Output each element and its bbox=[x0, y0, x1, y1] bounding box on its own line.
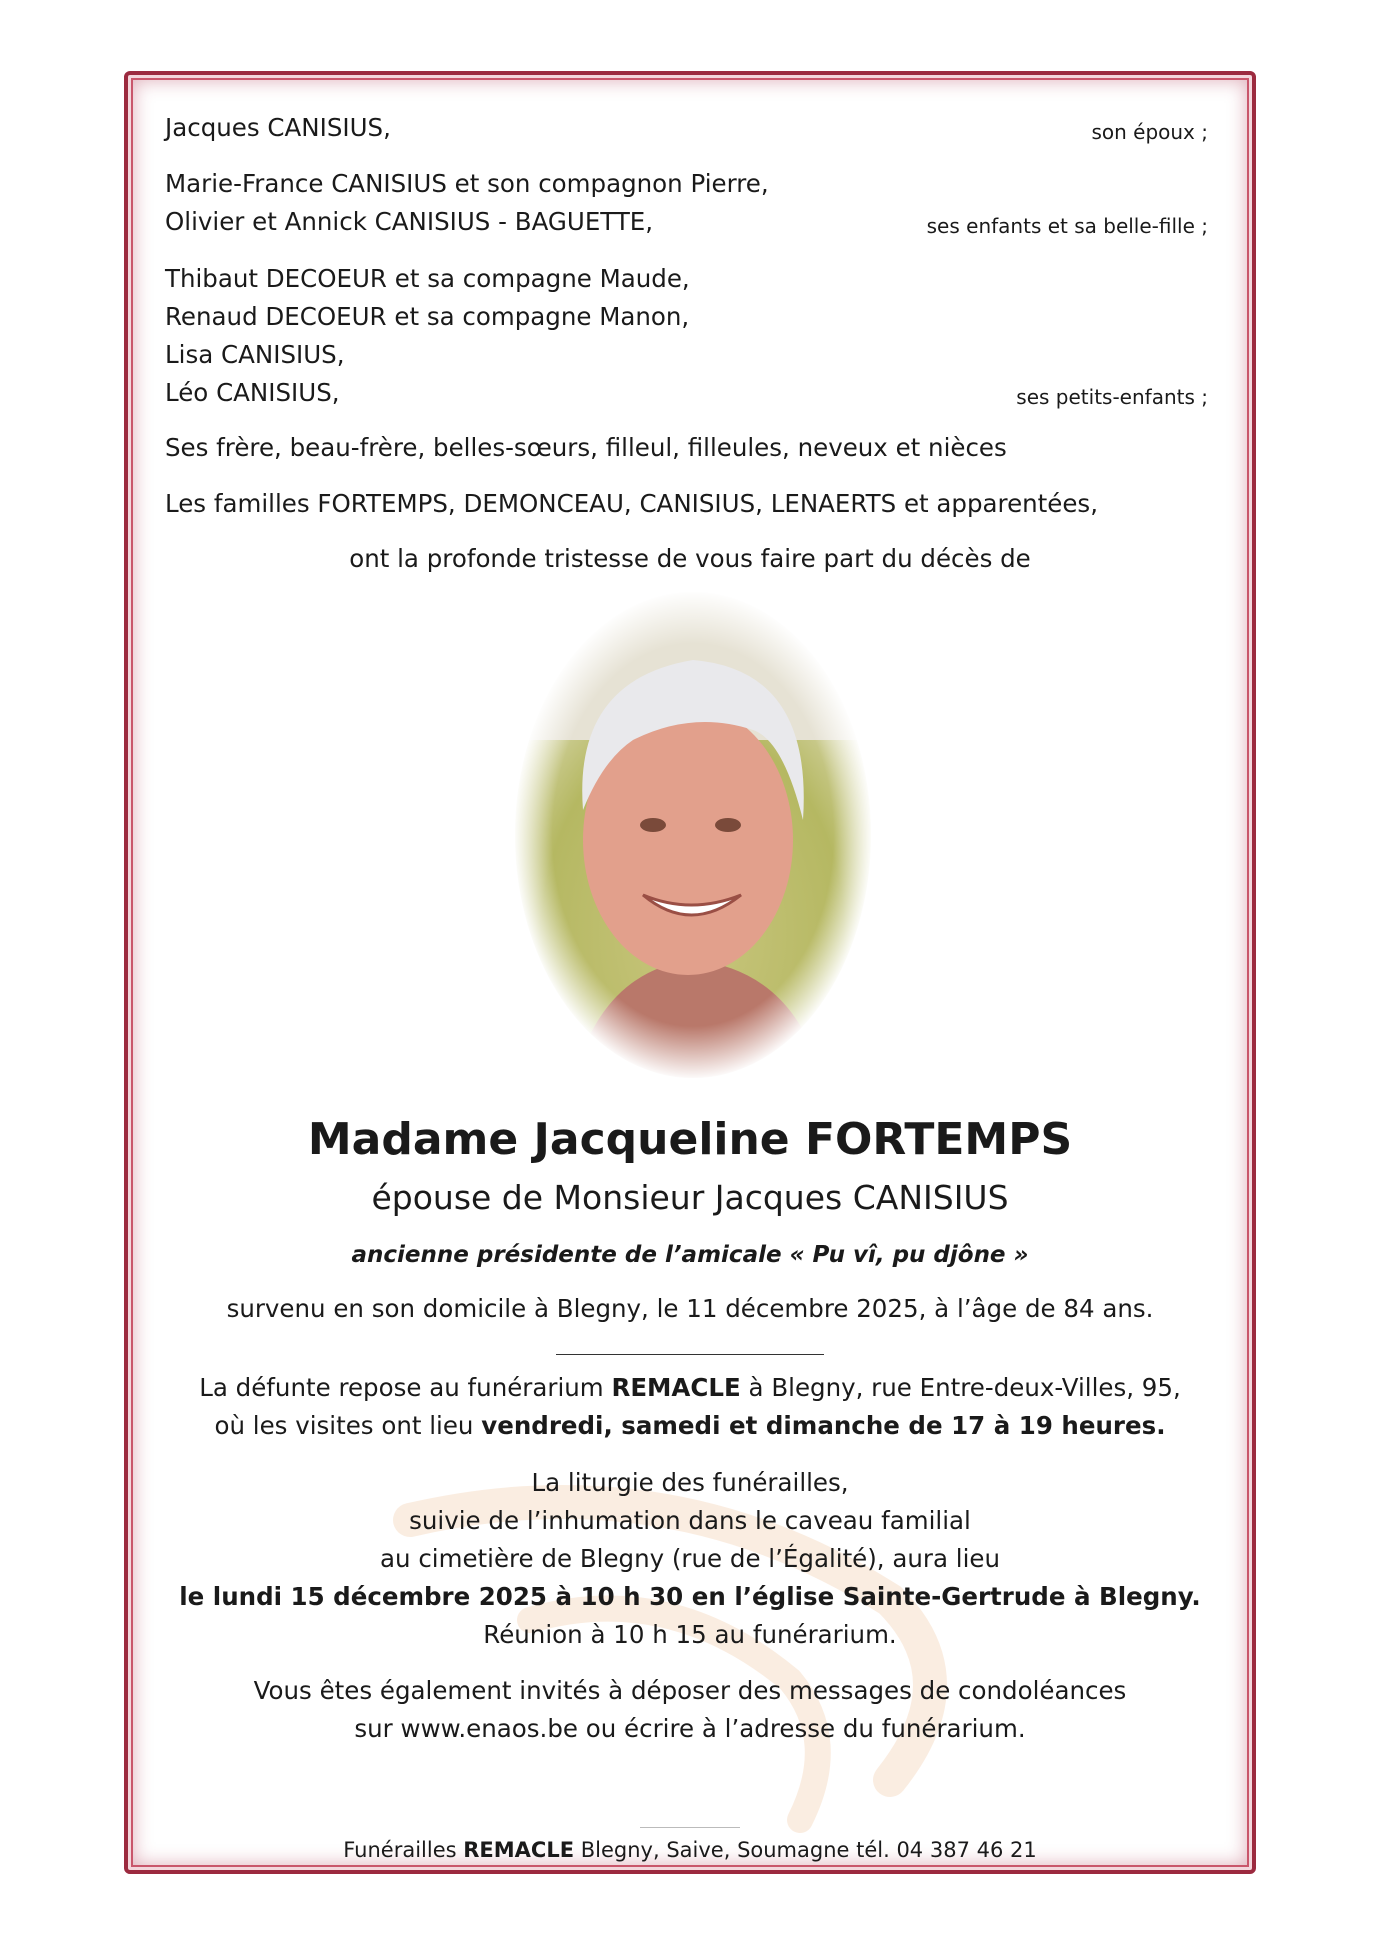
deceased-spouse-line: épouse de Monsieur Jacques CANISIUS bbox=[371, 1178, 1009, 1217]
portrait-photo bbox=[513, 590, 873, 1080]
announcement-line: ont la profonde tristesse de vous faire part du décès de bbox=[349, 544, 1031, 573]
spouse-name: Jacques CANISIUS, bbox=[165, 113, 391, 142]
liturgy-line-1: La liturgie des funérailles, bbox=[531, 1468, 849, 1497]
footer-separator bbox=[640, 1827, 740, 1828]
grandchild-line-3: Lisa CANISIUS, bbox=[165, 340, 345, 369]
death-line: survenu en son domicile à Blegny, le 11 décembre 2025, à l’âge de 84 ans. bbox=[226, 1294, 1154, 1323]
child-line-2: Olivier et Annick CANISIUS - BAGUETTE, bbox=[165, 207, 654, 236]
visitation-line-2: où les visites ont lieu vendredi, samedi et dimanche de 17 à 19 heures. bbox=[214, 1411, 1166, 1440]
siblings-line: Ses frère, beau-frère, belles-sœurs, filleul, filleules, neveux et nièces bbox=[165, 433, 1007, 462]
separator-line bbox=[556, 1354, 824, 1355]
grandchild-line-2: Renaud DECOEUR et sa compagne Manon, bbox=[165, 302, 690, 331]
families-line: Les familles FORTEMPS, DEMONCEAU, CANISIUS, LENAERTS et apparentées, bbox=[165, 489, 1098, 518]
grandchild-line-1: Thibaut DECOEUR et sa compagne Maude, bbox=[165, 264, 690, 293]
liturgy-line-5: Réunion à 10 h 15 au funérarium. bbox=[483, 1620, 897, 1649]
liturgy-line-2: suivie de l’inhumation dans le caveau familial bbox=[409, 1506, 971, 1535]
visitation-line-1: La défunte repose au funérarium REMACLE à Blegny, rue Entre-deux-Villes, 95, bbox=[199, 1373, 1181, 1402]
child-line-1: Marie-France CANISIUS et son compagnon Pierre, bbox=[165, 169, 769, 198]
grandchild-line-4: Léo CANISIUS, bbox=[165, 378, 340, 407]
liturgy-line-4: le lundi 15 décembre 2025 à 10 h 30 en l’église Sainte-Gertrude à Blegny. bbox=[179, 1582, 1201, 1611]
condolences-line-1: Vous êtes également invités à déposer des messages de condoléances bbox=[253, 1676, 1127, 1705]
deceased-title: ancienne présidente de l’amicale « Pu vî, pu djône » bbox=[351, 1242, 1029, 1268]
liturgy-line-3: au cimetière de Blegny (rue de l’Égalité), aura lieu bbox=[379, 1544, 1001, 1573]
children-role: ses enfants et sa belle-fille ; bbox=[926, 214, 1208, 238]
deceased-name: Madame Jacqueline FORTEMPS bbox=[307, 1114, 1073, 1165]
footer-line: Funérailles REMACLE Blegny, Saive, Soumagne tél. 04 387 46 21 bbox=[343, 1838, 1037, 1862]
spouse-role: son époux ; bbox=[1091, 120, 1208, 144]
grandchildren-role: ses petits-enfants ; bbox=[1016, 385, 1208, 409]
condolences-line-2: sur www.enaos.be ou écrire à l’adresse du funérarium. bbox=[354, 1714, 1026, 1743]
